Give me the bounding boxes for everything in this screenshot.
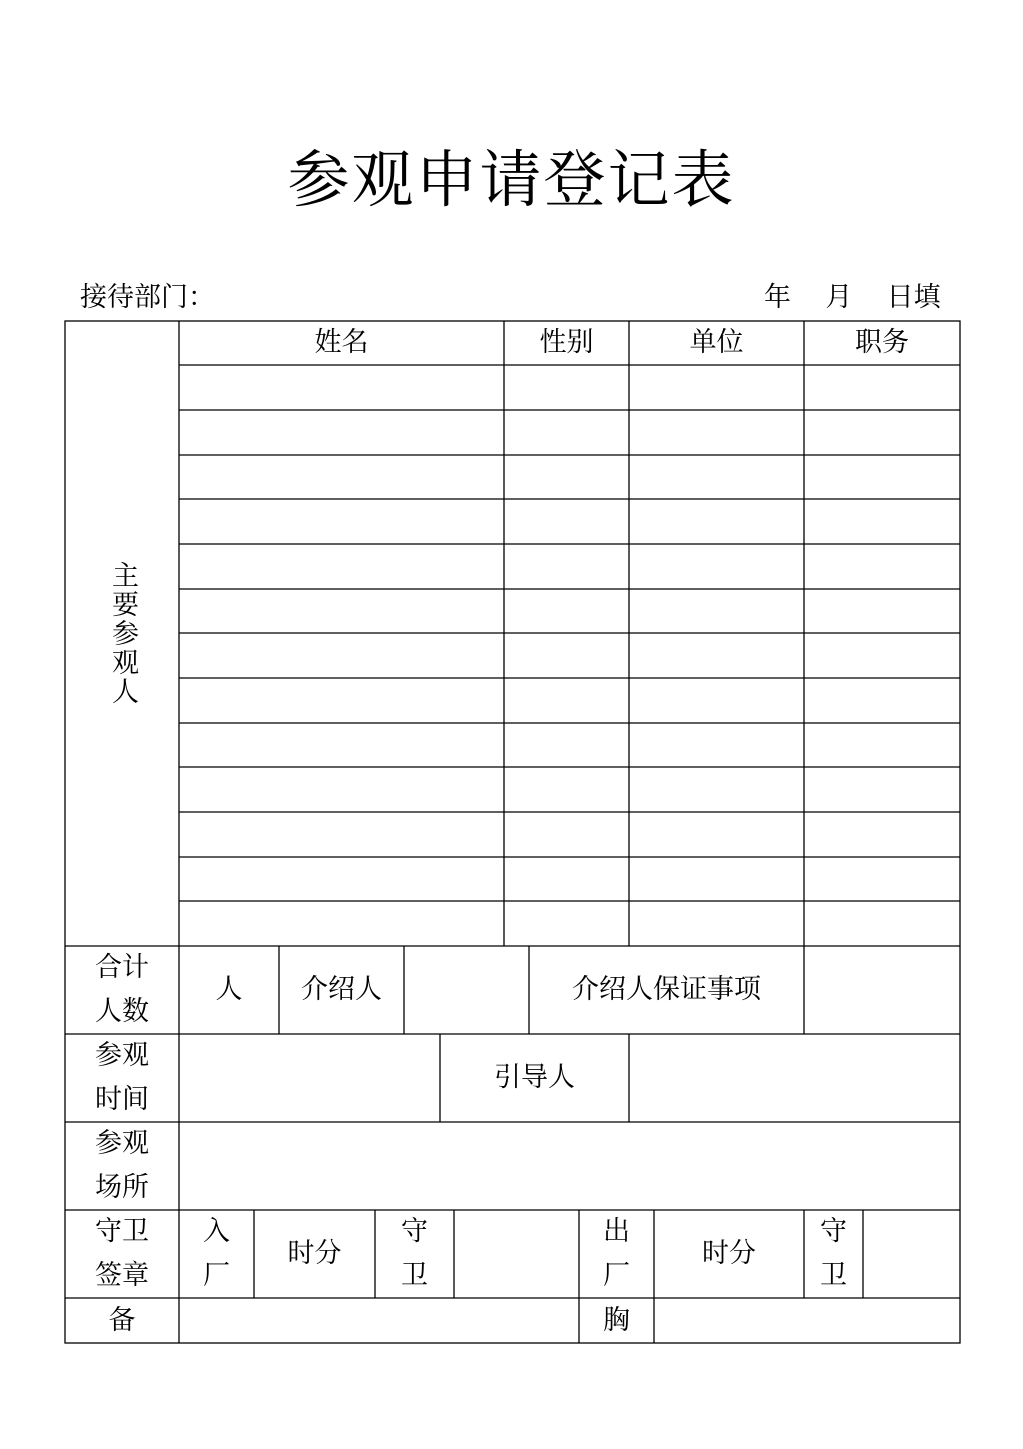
person-unit-label: 人: [215, 974, 243, 1005]
visit-time-label: 参观 时间: [95, 1040, 149, 1115]
exit-label: 出 厂: [603, 1216, 630, 1291]
main-visitors-label: 主要参观人: [107, 561, 138, 706]
badge-label: 胸: [603, 1304, 630, 1336]
page-title: 参观申请登记表: [287, 143, 736, 216]
fill-date-label: 年 月 日填: [764, 282, 941, 313]
visit-place-label: 参观 场所: [95, 1128, 149, 1203]
column-header-position: 职务: [855, 327, 909, 358]
column-header-organization: 单位: [689, 327, 744, 358]
remark-label: 备: [108, 1304, 136, 1336]
guide-label: 引导人: [494, 1062, 575, 1093]
introducer-guarantee-label: 介绍人保证事项: [572, 974, 761, 1005]
exit-time-label: 时分: [702, 1238, 756, 1269]
guard-sign-label: 守卫 签章: [95, 1216, 149, 1291]
reception-dept-label: 接待部门：: [80, 282, 215, 313]
introducer-label: 介绍人: [301, 974, 382, 1005]
guard-label-exit: 守 卫: [820, 1216, 847, 1291]
column-header-gender: 性别: [539, 327, 594, 358]
enter-time-label: 时分: [287, 1238, 342, 1269]
column-header-name: 姓名: [314, 327, 369, 358]
enter-label: 入 厂: [203, 1216, 230, 1291]
guard-label-enter: 守 卫: [401, 1216, 428, 1291]
total-count-label: 合计 人数: [95, 952, 149, 1027]
